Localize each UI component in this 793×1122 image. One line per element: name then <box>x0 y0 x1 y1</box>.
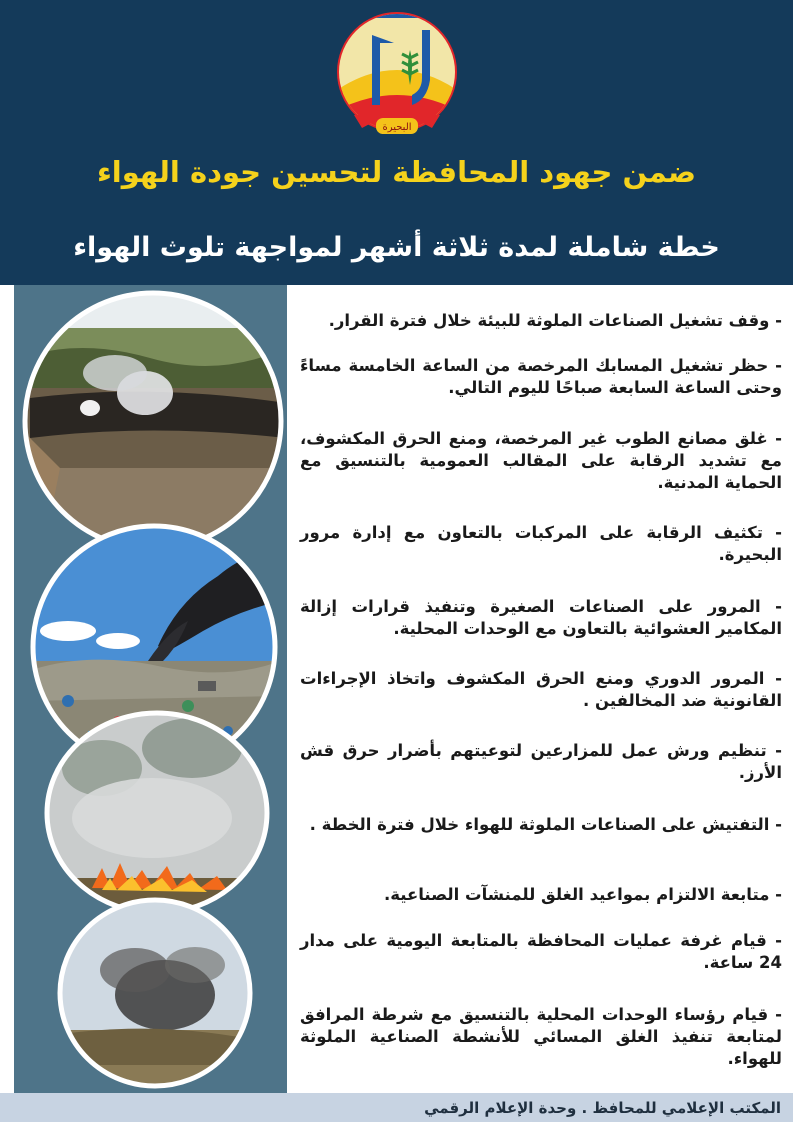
page-subtitle: ضمن جهود المحافظة لتحسين جودة الهواء <box>96 155 697 189</box>
list-item: - تنظيم ورش عمل للمزارعين لتوعيتهم بأضرار حرق قش الأرز. <box>300 741 782 782</box>
list-item: - متابعة الالتزام بمواعيد الغلق للمنشآت الصناعية. <box>383 885 782 904</box>
footer-credit: المكتب الإعلامي للمحافظ . وحدة الإعلام الرقمي <box>424 1099 781 1117</box>
list-item: - التفتيش على الصناعات الملوثة للهواء خلال فترة الخطة . <box>309 815 782 834</box>
list-item: - حظر تشغيل المسابك المرخصة من الساعة الخامسة مساءً وحتى الساعة السابعة صباحًا لليوم التالي. <box>300 356 782 397</box>
plan-list <box>300 300 782 1090</box>
photo-straw-smoke <box>55 895 255 1091</box>
photo-smoke-mound <box>20 288 286 554</box>
list-item: - قيام غرفة عمليات المحافظة بالمتابعة اليومية على مدار 24 ساعة. <box>300 931 782 972</box>
governorate-logo <box>332 10 462 140</box>
page-title: خطة شاملة لمدة ثلاثة أشهر لمواجهة تلوث الهواء <box>73 232 720 263</box>
list-item: - تكثيف الرقابة على المركبات بالتعاون مع إدارة مرور البحيرة. <box>300 523 782 564</box>
header-banner <box>0 0 793 285</box>
footer-bar <box>0 1093 793 1122</box>
list-item: - المرور على الصناعات الصغيرة وتنفيذ قرارات إزالة المكامير العشوائية بالتعاون مع الوحدات المحلية. <box>300 597 782 638</box>
list-item: - قيام رؤساء الوحدات المحلية بالتنسيق مع شرطة المرافق لمتابعة تنفيذ الغلق المسائي للأنشطة الصناعية الملوثة للهواء. <box>300 1005 782 1068</box>
photo-field-fire <box>42 708 272 918</box>
logo-text: البحيرة <box>382 122 412 133</box>
list-item: - وقف تشغيل الصناعات الملوثة للبيئة خلال فترة القرار. <box>328 311 782 330</box>
list-item: - المرور الدوري ومنع الحرق المكشوف واتخاذ الإجراءات القانونية ضد المخالفين . <box>300 669 782 710</box>
list-item: - غلق مصانع الطوب غير المرخصة، ومنع الحرق المكشوف، مع تشديد الرقابة على المقالب العمومية بالتنسيق مع الحماية المدنية. <box>300 429 782 492</box>
